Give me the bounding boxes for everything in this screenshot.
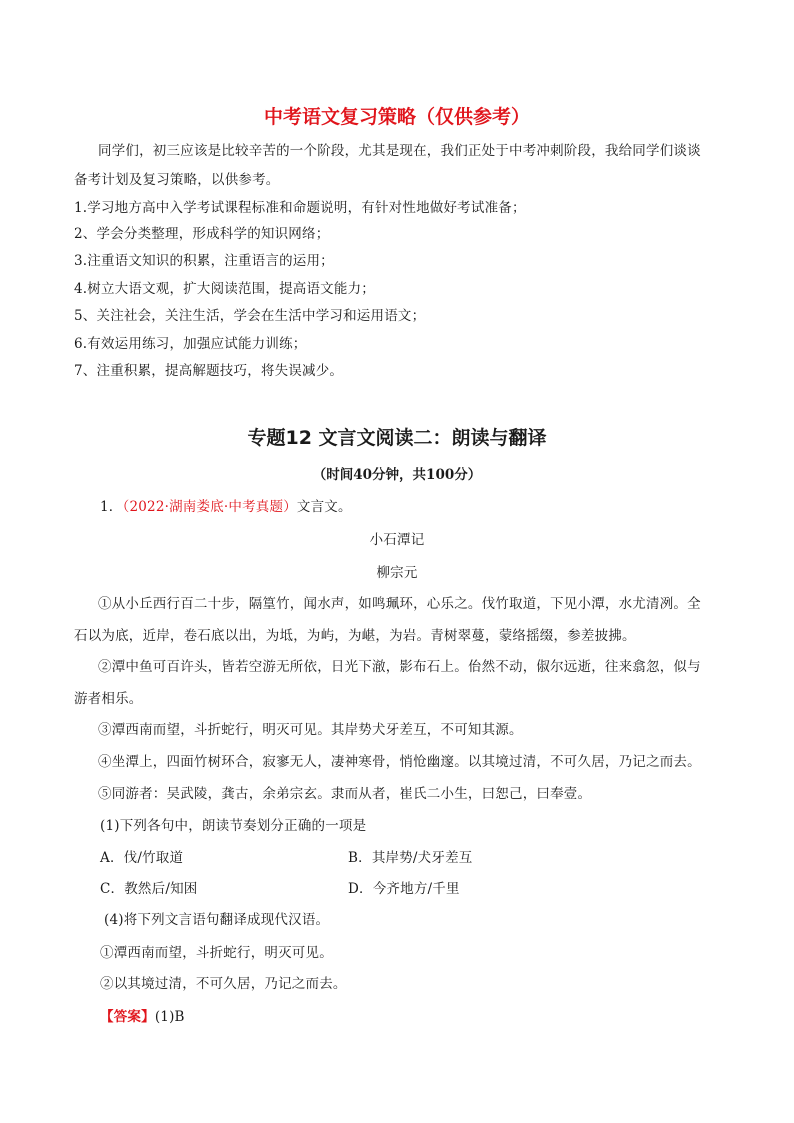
sub-question-4: (4)将下列文言语句翻译成现代汉语。	[104, 912, 330, 928]
passage-title: 小石潭记	[369, 532, 425, 548]
answer-value: (1)B	[154, 1009, 185, 1025]
passage-author: 柳宗元	[376, 565, 418, 581]
passage-p2-line2: 游者相乐。	[74, 691, 143, 707]
strategy-item: 6.有效运用练习，加强应试能力训练；	[74, 336, 307, 352]
strategy-item: 3.注重语文知识的积累，注重语言的运用；	[74, 253, 334, 269]
intro-paragraph-line1: 同学们，初三应该是比较辛苦的一个阶段，尤其是现在，我们正处于中考冲刺阶段，我给同学们谈谈	[98, 143, 701, 159]
strategy-item: 2、学会分类整理，形成科学的知识网络；	[74, 226, 330, 242]
topic-subtitle: （时间40分钟，共100分）	[312, 467, 482, 483]
passage-p4: ④坐潭上，四面竹树环合，寂寥无人，凄神寒骨，悄怆幽邃。以其境过清，不可久居，乃记之而去。	[98, 754, 701, 770]
passage-p1-line2: 石以为底，近岸，卷石底以出，为坻，为屿，为嵁，为岩。青树翠蔓，蒙络摇缀，参差披拂。	[74, 628, 636, 644]
strategy-title: 中考语文复习策略（仅供参考）	[263, 106, 530, 128]
answer-label: 【答案】	[100, 1009, 155, 1025]
option-c: C．教然后/知困	[100, 881, 198, 897]
strategy-item: 7、注重积累，提高解题技巧，将失误减少。	[74, 363, 344, 379]
strategy-item: 5、关注社会，关注生活，学会在生活中学习和运用语文；	[74, 308, 426, 324]
question-1-header	[100, 498, 352, 516]
passage-p2-line1: ②潭中鱼可百许头，皆若空游无所依，日光下澈，影布石上。佁然不动，俶尔远逝，往来翕忽，似与	[98, 659, 701, 675]
passage-p1-line1: ①从小丘西行百二十步，隔篁竹，闻水声，如鸣珮环，心乐之。伐竹取道，下见小潭，水尤清冽。全	[98, 596, 701, 612]
option-b: B．其岸势/犬牙差互	[348, 850, 473, 866]
translation-item-2: ②以其境过清，不可久居，乃记之而去。	[100, 976, 347, 992]
passage-p5: ⑤同游者：吴武陵，龚古，余弟宗玄。隶而从者，崔氏二小生，曰恕己，曰奉壹。	[98, 786, 592, 802]
strategy-item: 4.树立大语文观，扩大阅读范围，提高语文能力；	[74, 281, 375, 297]
question-prompt: 文言文。	[296, 499, 352, 515]
option-a: A．伐/竹取道	[100, 850, 184, 866]
passage-p3: ③潭西南而望，斗折蛇行，明灭可见。其岸势犬牙差互，不可知其源。	[98, 722, 523, 738]
translation-item-1: ①潭西南而望，斗折蛇行，明灭可见。	[100, 945, 333, 961]
intro-paragraph-line2: 备考计划及复习策略，以供参考。	[74, 172, 280, 188]
answer-line	[100, 1008, 185, 1026]
question-source: （2022·湖南娄底·中考真题）	[122, 499, 297, 515]
question-number: 1．	[100, 499, 123, 515]
strategy-item: 1.学习地方高中入学考试课程标准和命题说明，有针对性地做好考试准备；	[74, 200, 526, 216]
option-d: D．今齐地方/千里	[348, 881, 460, 897]
sub-question-1: (1)下列各句中，朗读节奏划分正确的一项是	[100, 818, 367, 834]
topic-title: 专题12 文言文阅读二：朗读与翻译	[247, 427, 547, 449]
